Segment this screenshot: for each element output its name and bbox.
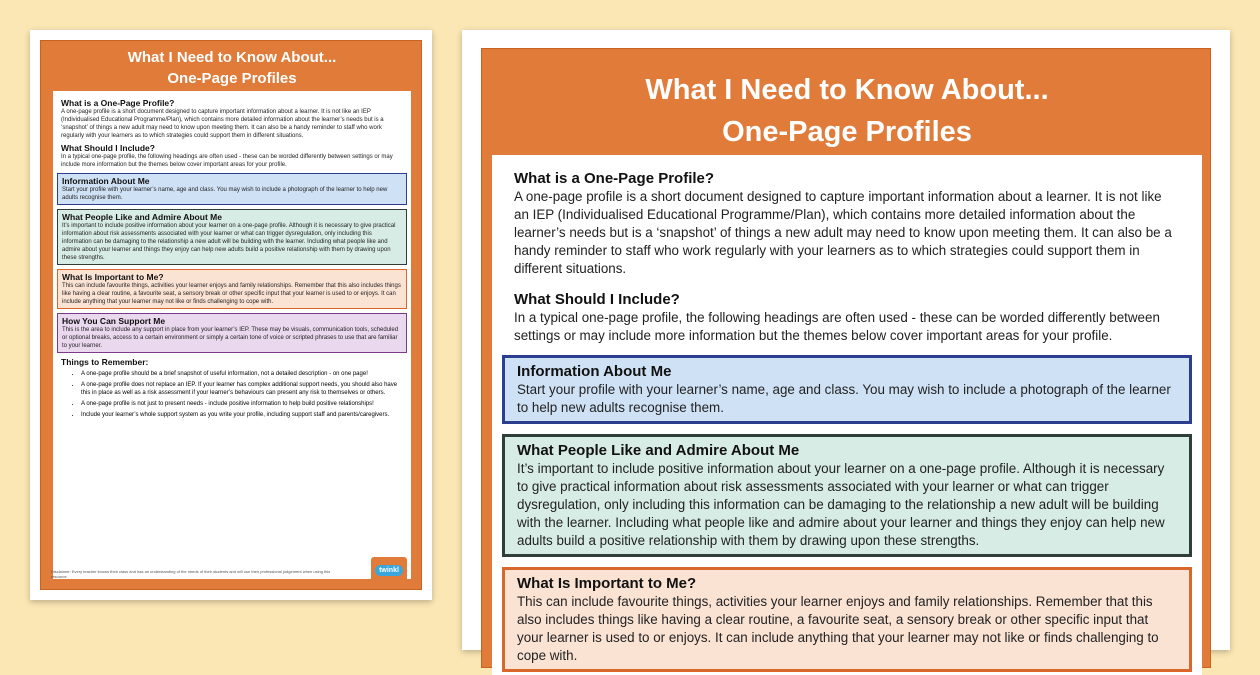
small-box-important bbox=[57, 269, 407, 309]
large-box-info-text: Start your profile with your learner’s name, age and class. You may wish to include a photograph of the learner to help new adults recognise them. bbox=[517, 382, 1171, 415]
small-remember-item: • A one-page profile is not just to present needs - include positive information to help build positive relationships! bbox=[81, 400, 403, 408]
small-box-support-heading: How You Can Support Me bbox=[62, 316, 166, 326]
large-intro-heading: What is a One-Page Profile? bbox=[514, 170, 715, 187]
small-box-info-text: Start your profile with your learner’s name, age and class. You may wish to include a photograph of the learner to help new adults recognise them. bbox=[62, 187, 388, 201]
large-title-line2: One-Page Profiles bbox=[722, 116, 972, 148]
small-include-heading: What Should I Include? bbox=[61, 143, 155, 153]
small-box-admire-heading: What People Like and Admire About Me bbox=[62, 212, 222, 222]
small-box-admire-text: It’s important to include positive information about your learner on a one-page profile. Although it is necessary to give practical information about risk assessments associated with your learner or what can trigger dysregulation, only including this information can be damaging to the relationship a new adult will be building with the learner. Including what people like and admire about your learner and things they enjoy can help new adults build a positive relationship with them by drawing upon these strengths. bbox=[62, 223, 396, 261]
small-content bbox=[53, 91, 411, 579]
twinkl-logo bbox=[371, 557, 407, 583]
large-box-admire bbox=[502, 434, 1192, 557]
large-box-important-text: This can include favourite things, activities your learner enjoys and family relationships. Remember that this also includes things like having a clear routine, a favourite seat, a sensory break or other specific input that your learner is used to or enjoys. It can include anything that your learner may not like or finds challenging to cope with. bbox=[517, 594, 1159, 663]
large-intro-text: A one-page profile is a short document designed to capture important information about a learner. It is not like an IEP (Individualised Educational Programme/Plan), which contains more detailed information about the learner’s needs but is a ‘snapshot’ of things a new adult may need to know upon meeting them. It can also be a handy reminder to staff who work regularly with your learners as to which strategies could support them in different situations. bbox=[514, 189, 1172, 276]
small-orange-frame bbox=[40, 40, 422, 590]
large-include-text: In a typical one-page profile, the following headings are often used - these can be worded differently between settings or may include more information but the themes below cover important areas for your profile. bbox=[514, 310, 1160, 343]
small-box-important-heading: What Is Important to Me? bbox=[62, 272, 164, 282]
small-footer-note: Disclaimer: Every teacher knows their class and has an understanding of the needs of their students and will use their professional judgement when using this resource. bbox=[51, 569, 331, 579]
large-content bbox=[492, 155, 1202, 675]
small-remember-item: • A one-page profile should be a brief snapshot of useful information, not a detailed description - on one page! bbox=[81, 370, 403, 378]
small-title bbox=[41, 47, 423, 89]
small-box-support-text: This is the area to include any support in place from your learner’s IEP. These may be visuals, communication tools, scheduled or optional breaks, access to a certain environment or simply a certain tone of voice or scripted phrases to use that are familiar to your learner. bbox=[62, 327, 399, 349]
small-include-text: In a typical one-page profile, the following headings are often used - these can be worded differently between settings or may include more information but the themes below cover important areas for your profile. bbox=[61, 154, 393, 168]
large-box-info bbox=[502, 355, 1192, 424]
small-box-important-text: This can include favourite things, activities your learner enjoys and family relationships. Remember that this also includes things like having a clear routine, a favourite seat, a sensory break or other specific input that your learner is used to or enjoys. It can include anything that your learner may not like or finds challenging to cope with. bbox=[62, 283, 401, 305]
large-include-heading: What Should I Include? bbox=[514, 291, 680, 308]
small-intro-heading: What is a One-Page Profile? bbox=[61, 98, 175, 108]
small-box-support bbox=[57, 313, 407, 353]
small-remember-item: • A one-page profile does not replace an IEP. If your learner has complex additional support needs, you should also have this in place as well as a risk assessment if your learner’s behaviours can present any risk to themselves or others. bbox=[81, 381, 403, 397]
large-box-admire-heading: What People Like and Admire About Me bbox=[517, 442, 800, 459]
small-intro-text: A one-page profile is a short document designed to capture important information about a learner. It is not like an IEP (Individualised Educational Programme/Plan), which contains more detailed information about the learner’s needs but is a ‘snapshot’ of things a new adult may need to know upon meeting them. It can also be a handy reminder to staff who work regularly with your learners as to which strategies could support them in different situations. bbox=[61, 109, 384, 139]
preview-sheet-large bbox=[462, 30, 1230, 663]
small-title-line1: What I Need to Know About... bbox=[127, 49, 337, 66]
large-title bbox=[482, 69, 1212, 153]
small-remember-list bbox=[81, 370, 403, 419]
large-box-info-heading: Information About Me bbox=[517, 363, 672, 380]
small-title-line2: One-Page Profiles bbox=[167, 70, 297, 87]
small-remember-item: • Include your learner’s whole support system as you write your profile, including support staff and parents/caregivers. bbox=[81, 411, 403, 419]
large-box-admire-text: It’s important to include positive information about your learner on a one-page profile. Although it is necessary to give practical information about risk assessments associated with your learner or what can trigger dysregulation, only including this information can be damaging to the relationship a new adult will be building with the learner. Including what people like and admire about your learner and things they enjoy can help new adults build a positive relationship with them by drawing upon these strengths. bbox=[517, 461, 1165, 548]
preview-sheet-small bbox=[30, 30, 432, 600]
large-orange-frame bbox=[481, 48, 1211, 668]
large-box-important-heading: What Is Important to Me? bbox=[517, 575, 697, 592]
small-box-info bbox=[57, 173, 407, 205]
twinkl-logo-text: twinkl bbox=[375, 565, 403, 576]
small-remember-heading: Things to Remember: bbox=[61, 357, 149, 367]
large-box-important bbox=[502, 567, 1192, 672]
large-title-line1: What I Need to Know About... bbox=[645, 74, 1049, 106]
small-box-info-heading: Information About Me bbox=[62, 176, 150, 186]
small-box-admire bbox=[57, 209, 407, 265]
